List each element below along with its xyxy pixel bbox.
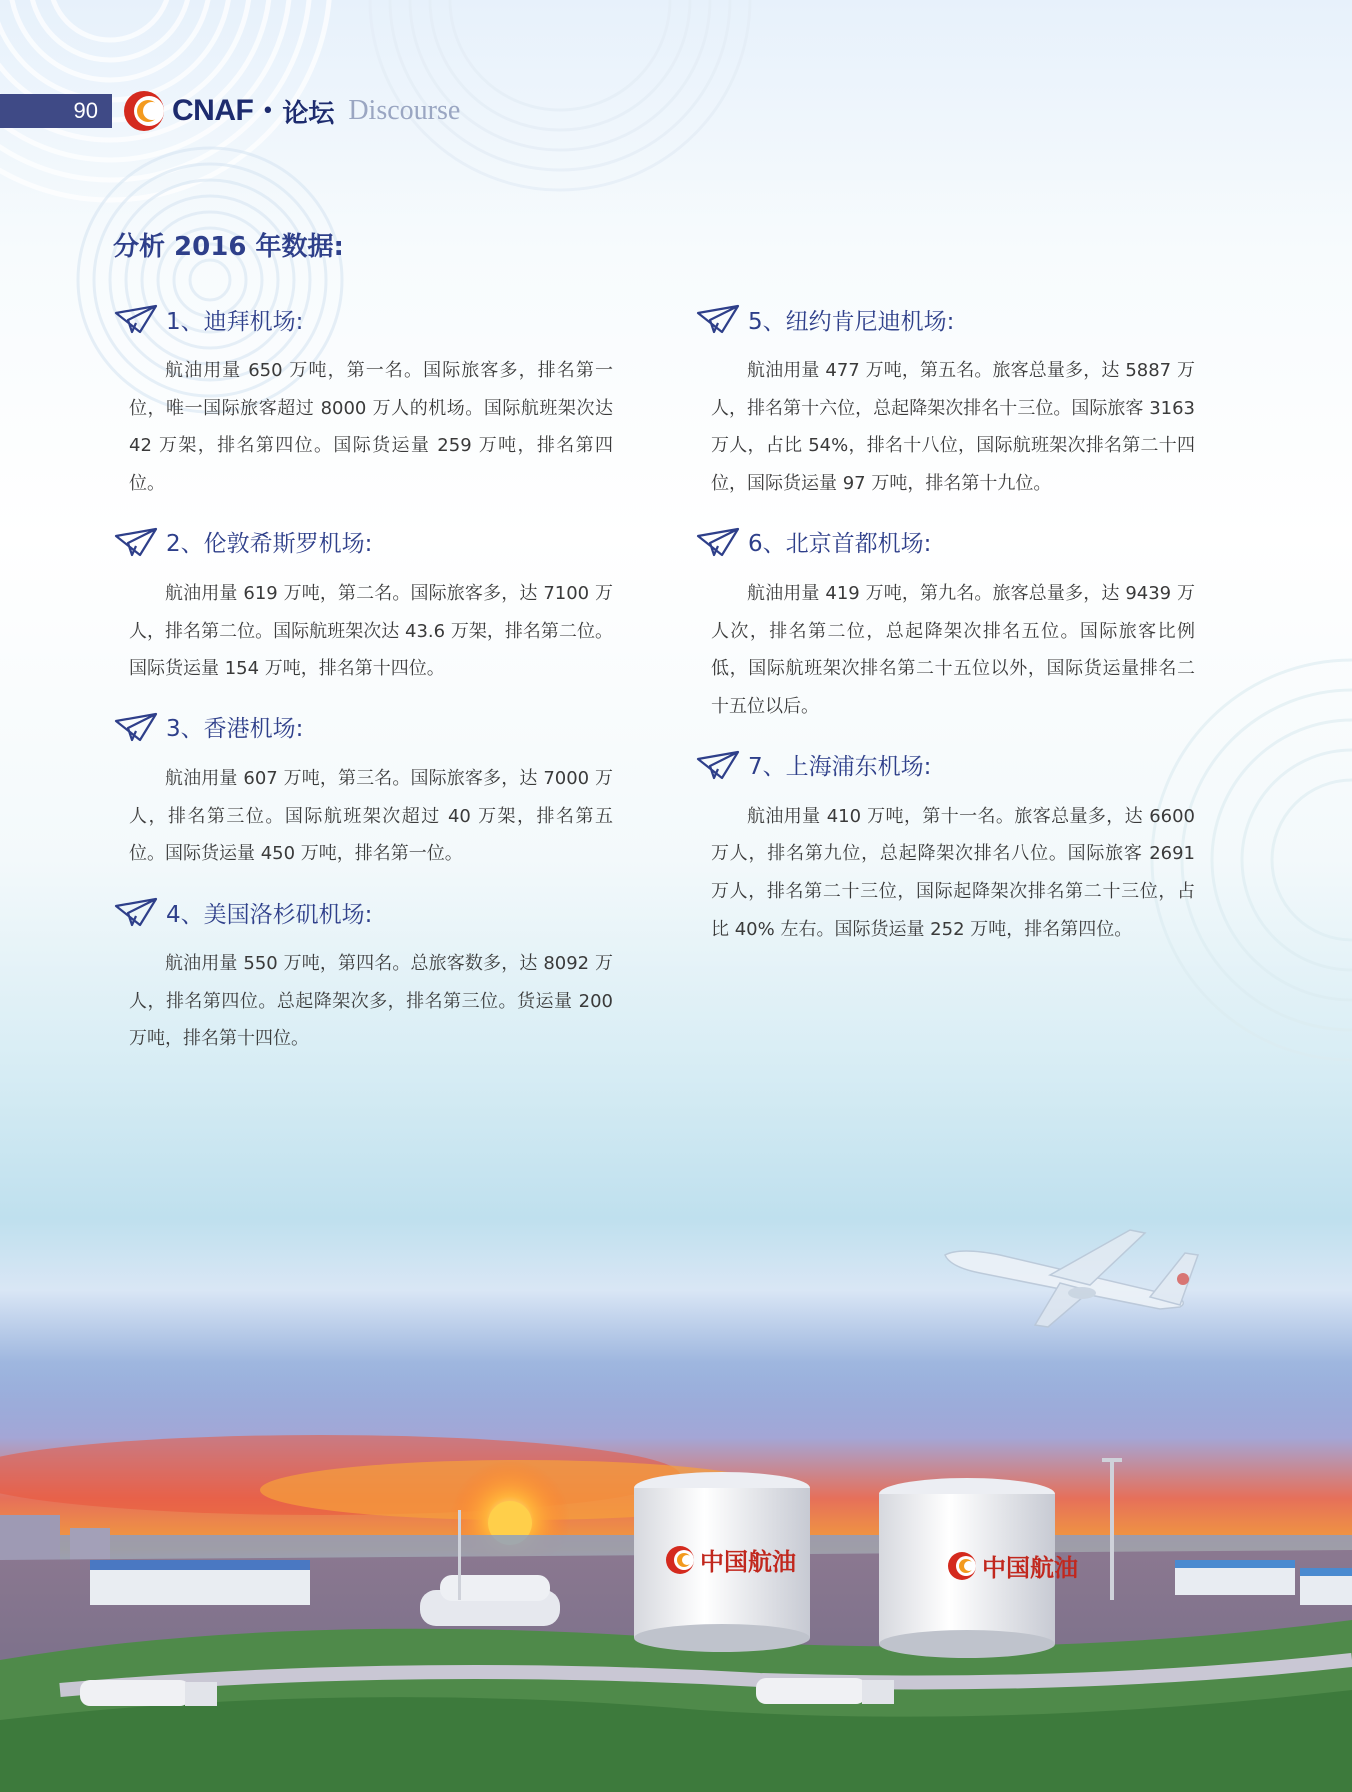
right-column — [695, 300, 1195, 968]
airport-entry — [113, 893, 613, 1058]
tank-label: 中国航油 — [982, 1554, 1078, 1582]
cnaf-logo — [122, 88, 460, 134]
fuel-depot-photo — [0, 1360, 1352, 1792]
brand-name: CNAF — [172, 94, 254, 127]
airport-entry — [113, 300, 613, 503]
airport-title: 2、伦敦希斯罗机场: — [166, 531, 373, 558]
section-name-cn: 论坛 — [282, 98, 335, 129]
cnaf-logo-icon — [122, 89, 166, 133]
paper-plane-icon — [696, 526, 740, 558]
brand-separator: • — [261, 98, 275, 124]
tank-label: 中国航油 — [700, 1548, 796, 1576]
airport-title: 6、北京首都机场: — [748, 531, 932, 558]
airport-entry — [695, 523, 1195, 726]
airplane-illustration — [940, 1225, 1210, 1330]
left-column — [113, 300, 613, 1078]
paper-plane-icon — [696, 303, 740, 335]
airport-description: 航油用量 550 万吨，第四名。总旅客数多，达 8092 万人，排名第四位。总起降架次多，排名第三位。货运量 200 万吨，排名第十四位。 — [129, 953, 613, 1050]
paper-plane-icon — [696, 749, 740, 781]
paper-plane-icon — [114, 896, 158, 928]
section-name-en: Discourse — [348, 95, 461, 126]
airport-description: 航油用量 607 万吨，第三名。国际旅客多，达 7000 万人，排名第三位。国际航班架次超过 40 万架，排名第五位。国际货运量 450 万吨，排名第一位。 — [129, 767, 613, 865]
airport-title: 7、上海浦东机场: — [748, 754, 932, 781]
airport-description: 航油用量 410 万吨，第十一名。旅客总量多，达 6600 万人，排名第九位，总起降架次排名八位。国际旅客 2691 万人，排名第二十三位，国际起降架次排名第二十三位，占比 40% 左右。国际货运量 252 万吨，排名第四位。 — [711, 805, 1195, 940]
section-title: 分析 2016 年数据: — [113, 232, 344, 262]
page-number: 90 — [0, 94, 112, 128]
airport-entry — [695, 300, 1195, 503]
paper-plane-icon — [114, 526, 158, 558]
airport-title: 4、美国洛杉矶机场: — [166, 901, 373, 928]
airport-entry — [695, 746, 1195, 949]
airport-title: 1、迪拜机场: — [166, 308, 304, 335]
airport-description: 航油用量 477 万吨，第五名。旅客总量多，达 5887 万人，排名第十六位，总起降架次排名十三位。国际旅客 3163 万人，占比 54%，排名十八位，国际航班架次排名第二十四位，国际货运量 97 万吨，排名第十九位。 — [711, 360, 1195, 495]
airport-description: 航油用量 419 万吨，第九名。旅客总量多，达 9439 万人次，排名第二位，总起降架次排名五位。国际旅客比例低，国际航班架次排名第二十五位以外，国际货运量排名二十五位以后。 — [711, 582, 1195, 717]
airport-title: 5、纽约肯尼迪机场: — [748, 308, 955, 335]
airport-entry — [113, 708, 613, 873]
airport-description: 航油用量 650 万吨，第一名。国际旅客多，排名第一位，唯一国际旅客超过 8000 万人的机场。国际航班架次达 42 万架，排名第四位。国际货运量 259 万吨，排名第四位。 — [129, 360, 613, 495]
airport-description: 航油用量 619 万吨，第二名。国际旅客多，达 7100 万人，排名第二位。国际航班架次达 43.6 万架，排名第二位。国际货运量 154 万吨，排名第十四位。 — [129, 582, 613, 680]
airport-title: 3、香港机场: — [166, 716, 304, 743]
paper-plane-icon — [114, 303, 158, 335]
airport-entry — [113, 523, 613, 688]
paper-plane-icon — [114, 711, 158, 743]
